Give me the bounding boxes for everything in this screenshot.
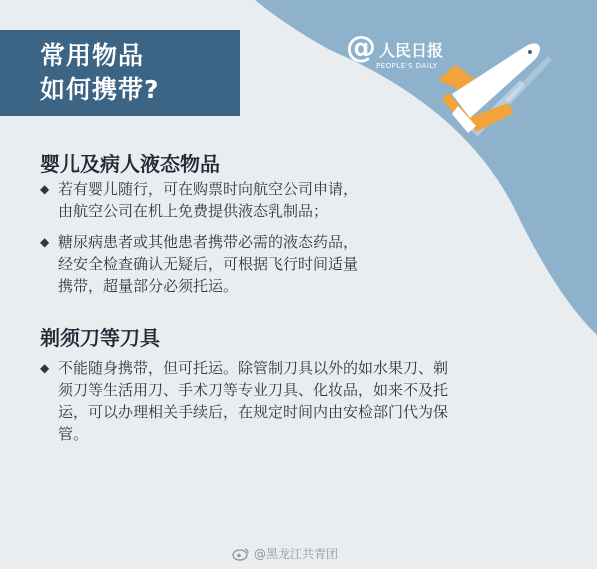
logo-english: PEOPLE'S DAILY <box>376 62 438 70</box>
watermark <box>232 545 338 562</box>
list-item <box>40 178 358 222</box>
section-heading-liquids: 婴儿及病人液态物品 <box>40 152 220 176</box>
section-heading-knives: 剃须刀等刀具 <box>40 326 160 350</box>
weibo-icon <box>232 547 250 561</box>
logo-name: 人民日报 <box>379 41 444 60</box>
logo-at-symbol: @ <box>346 30 376 65</box>
title-line-2: 如何携带? <box>40 75 160 104</box>
title-line-1: 常用物品 <box>40 41 145 70</box>
watermark-text: @黑龙江共青团 <box>254 547 339 561</box>
list-item-text: 若有婴儿随行，可在购票时向航空公司申请， 由航空公司在机上免费提供液态乳制品； <box>58 180 359 220</box>
list-item-text: 糖尿病患者或其他患者携带必需的液态药品， 经安全检查确认无疑后，可根据飞行时间适量 携带，超量部分必须托运。 <box>58 233 359 295</box>
bullet-diamond-icon: ◆ <box>40 235 50 249</box>
list-item <box>40 231 358 297</box>
bullet-diamond-icon: ◆ <box>40 182 50 196</box>
page-title <box>0 30 240 116</box>
list-item <box>40 357 448 445</box>
list-item-text: 不能随身携带，但可托运。除管制刀具以外的如水果刀、剃 须刀等生活用刀、手术刀等专业刀具、化妆品，如来不及托 运，可以办理相关手续后，在规定时间内由安检部门代为保 管。 <box>58 359 449 443</box>
bullet-diamond-icon: ◆ <box>40 361 50 375</box>
